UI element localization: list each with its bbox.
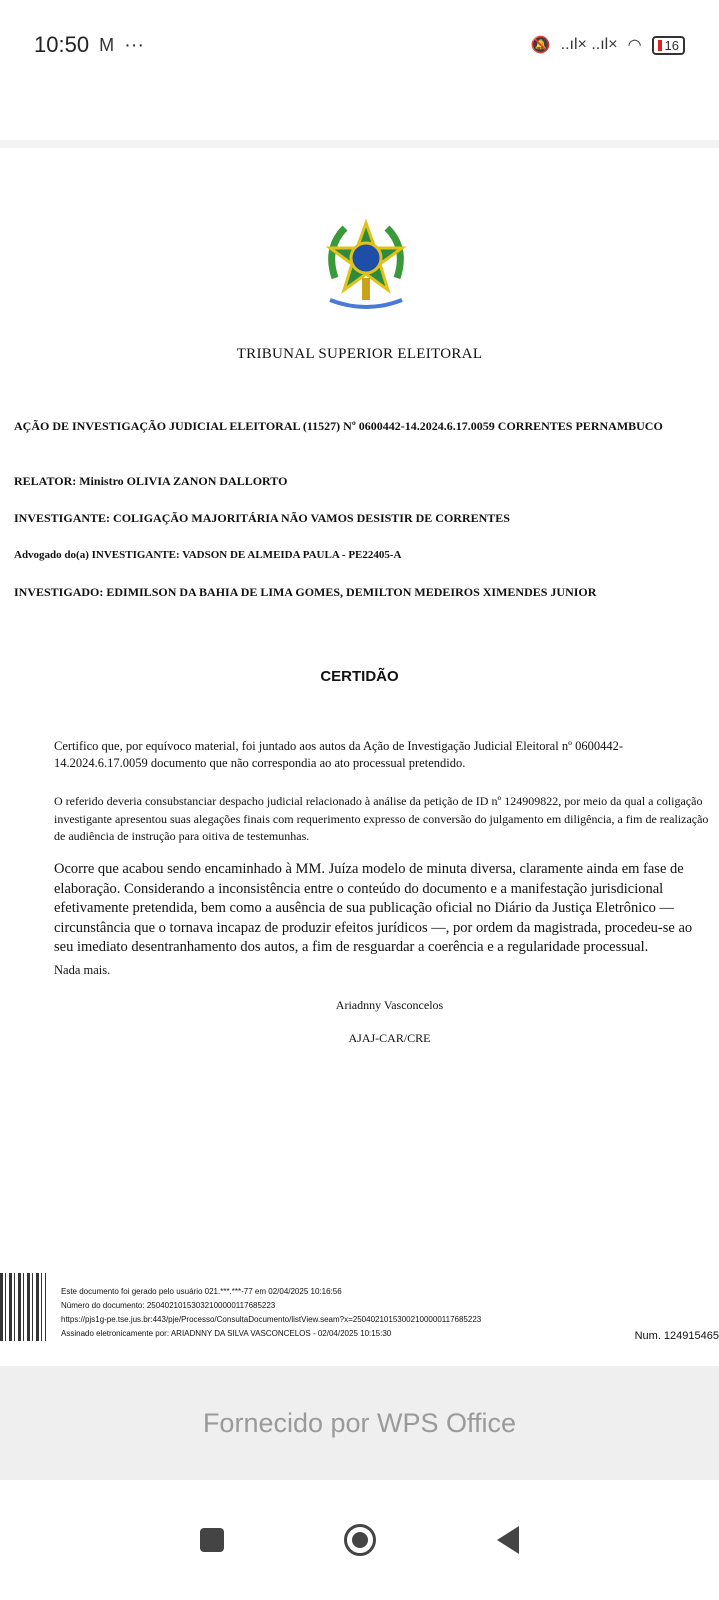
signer-name: Ariadnny Vasconcelos xyxy=(335,998,444,1012)
brazil-coat-of-arms-icon xyxy=(325,218,407,313)
signal-icon: ..ıl× ..ıl× xyxy=(560,36,618,53)
recents-button[interactable] xyxy=(200,1528,224,1552)
footer-line: Número do documento: 25040210153032100000117685223 xyxy=(61,1301,276,1310)
investigating-party: INVESTIGANTE: COLIGAÇÃO MAJORITÁRIA NÃO VAMOS DESISTIR DE CORRENTES xyxy=(14,511,510,525)
navigation-bar xyxy=(0,1480,719,1600)
footer-line: Assinado eletronicamente por: ARIADNNY DA SILVA VASCONCELOS - 02/04/2025 10:15:30 xyxy=(61,1329,392,1338)
wps-banner: Fornecido por WPS Office xyxy=(0,1366,719,1480)
document-number: Num. 124915465 xyxy=(634,1330,719,1342)
footer-line: Este documento foi gerado pelo usuário 021.***.***-77 em 02/04/2025 10:16:56 xyxy=(61,1287,342,1296)
investigated-party: INVESTIGADO: EDIMILSON DA BAHIA DE LIMA GOMES, DEMILTON MEDEIROS XIMENDES JUNIOR xyxy=(14,585,597,599)
footer-url[interactable]: https://pjs1g-pe.tse.jus.br:443/pje/Processo/ConsultaDocumento/listView.seam?x=25040210153002100000117685223 xyxy=(61,1315,482,1324)
document-page[interactable] xyxy=(0,148,719,1366)
clock: 10:50 xyxy=(34,32,90,57)
signer-role: AJAJ-CAR/CRE xyxy=(348,1031,431,1045)
paragraph: Ocorre que acabou sendo encaminhado à MM. Juíza modelo de minuta diversa, claramente ainda em fase de elaboração. Considerando a inconsistência entre o conteúdo do documento e a manifestação jurisdicional efetivamente pretendida, bem como a ausência de sua publicação oficial no Diário da Justiça Eletrônico — circunstância que o tornava incapaz de produzir efeitos jurídicos —, por ordem da magistrada, procedeu-se ao seu imediato desentranhamento dos autos, a fim de resguardar a coerência e a regularidade processual. xyxy=(54,861,693,955)
court-name: TRIBUNAL SUPERIOR ELEITORAL xyxy=(236,346,483,362)
battery-icon: 16 xyxy=(652,36,685,55)
mute-icon: 🔕 xyxy=(530,37,551,54)
document-title: CERTIDÃO xyxy=(320,668,399,685)
paragraph: Nada mais. xyxy=(54,963,111,977)
case-title: AÇÃO DE INVESTIGAÇÃO JUDICIAL ELEITORAL (11527) Nº 0600442-14.2024.6.17.0059 CORRENTES PERNAMBUCO xyxy=(14,419,663,433)
status-bar xyxy=(0,0,719,90)
paragraph: O referido deveria consubstanciar despacho judicial relacionado à análise da petição de ID nº 124909822, por meio da qual a coligação investigante apresentou suas alegações finais com requerimento expresso de conversão do julgamento em diligência, a fim de realização de audiência de instrução para oitiva de testemunhas. xyxy=(54,794,709,843)
gmail-icon: M xyxy=(99,34,115,55)
paragraph: Certifico que, por equívoco material, foi juntado aos autos da Ação de Investigação Judicial Eleitoral nº 0600442-14.2024.6.17.0059 documento que não correspondia ao ato processual pretendido. xyxy=(54,739,623,770)
more-notifications-icon: ··· xyxy=(124,33,145,56)
lawyer: Advogado do(a) INVESTIGANTE: VADSON DE ALMEIDA PAULA - PE22405-A xyxy=(14,549,402,561)
wifi-icon: ◠ xyxy=(627,37,642,54)
rapporteur: RELATOR: Ministro OLIVIA ZANON DALLORTO xyxy=(14,474,288,488)
qr-code xyxy=(0,1273,46,1341)
home-button[interactable] xyxy=(344,1524,376,1556)
back-button[interactable] xyxy=(497,1526,519,1554)
